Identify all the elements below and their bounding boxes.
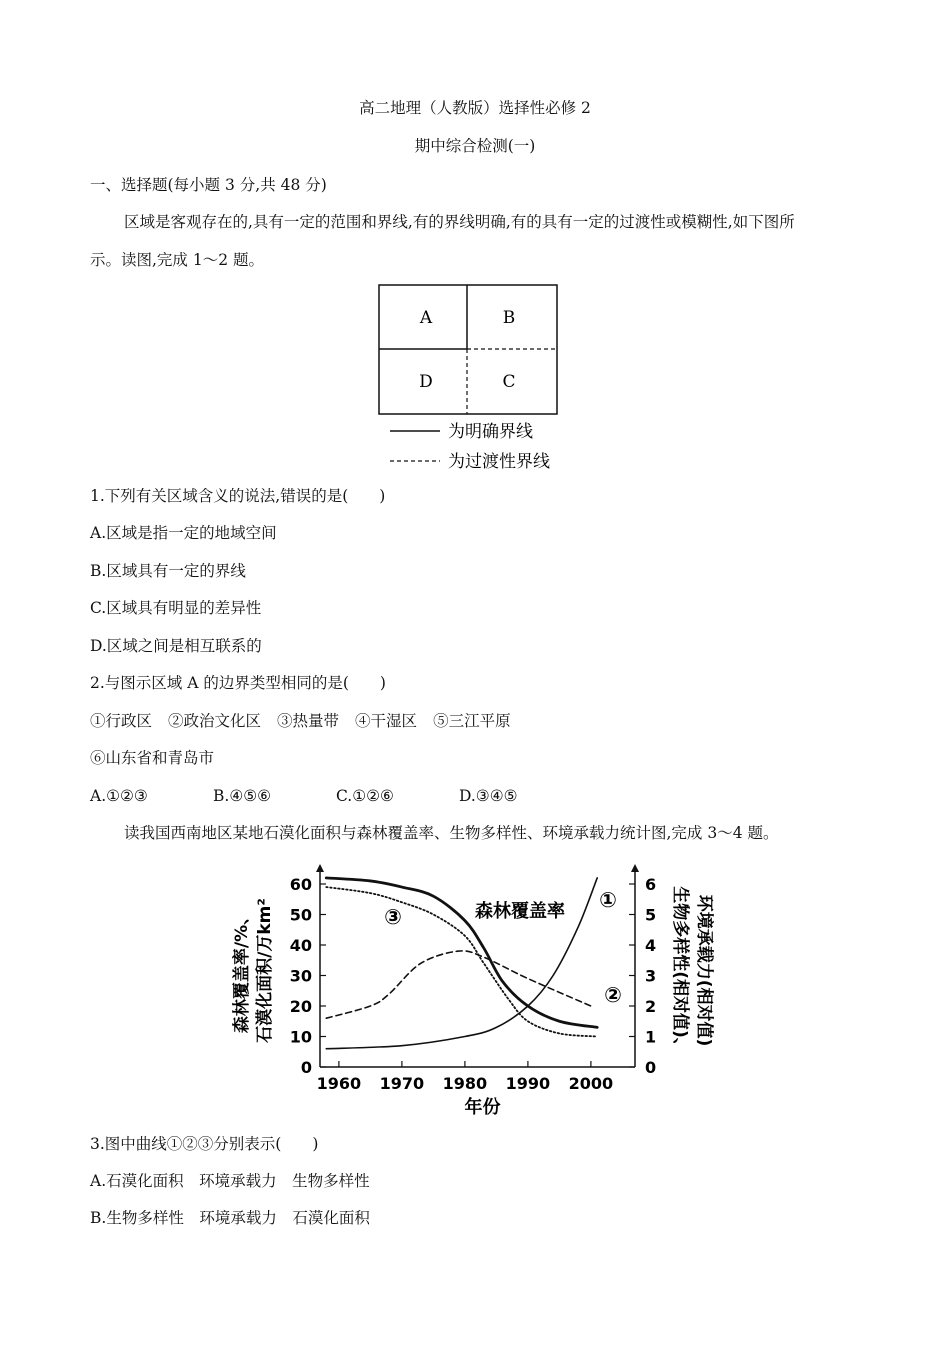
x-axis-label: 年份 bbox=[464, 1097, 501, 1117]
y-axis-left-arrow bbox=[316, 864, 324, 872]
q2-items bbox=[90, 711, 527, 731]
q2-item: ①行政区 bbox=[90, 712, 153, 730]
q2-item-6: ⑥山东省和青岛市 bbox=[90, 749, 215, 767]
y-axis-right-arrow bbox=[631, 864, 639, 872]
y-axis-label-left-line1: 森林覆盖率/%、 bbox=[232, 907, 252, 1034]
y-tick-label-right: 6 bbox=[645, 875, 657, 894]
x-tick-label: 2000 bbox=[568, 1074, 614, 1093]
q2-option-c: C.①②⑥ bbox=[336, 787, 394, 805]
legend-dashed-label: 为过渡性界线 bbox=[448, 452, 550, 472]
series-label-1: 森林覆盖率 bbox=[475, 901, 565, 922]
q2-item: ③热量带 bbox=[277, 712, 340, 730]
series-line-3 bbox=[326, 951, 591, 1018]
chart-intro: 读我国西南地区某地石漠化面积与森林覆盖率、生物多样性、环境承载力统计图,完成 3～4 题。 bbox=[124, 824, 779, 842]
x-tick-label: 1980 bbox=[442, 1074, 488, 1093]
y-tick-label-left: 50 bbox=[289, 905, 312, 925]
y-tick-label-right: 4 bbox=[645, 936, 657, 955]
q2-option-b: B.④⑤⑥ bbox=[213, 787, 272, 805]
y-axis-label-left-line2: 石漠化面积/万km² bbox=[255, 898, 275, 1043]
y-tick-label-left: 40 bbox=[289, 936, 312, 955]
y-axis-label-right-line2: 环境承载力(相对值) bbox=[694, 894, 714, 1047]
page-title: 高二地理（人教版）选择性必修 2 bbox=[359, 99, 591, 117]
y-tick-label-right: 5 bbox=[645, 905, 657, 925]
y-tick-label-left: 20 bbox=[289, 997, 312, 1016]
series-label-3: ② bbox=[604, 983, 622, 1007]
series-label-2: ① bbox=[599, 888, 617, 912]
legend-solid-label: 为明确界线 bbox=[448, 422, 533, 442]
intro-line-2: 示。读图,完成 1～2 题。 bbox=[90, 251, 265, 269]
q1-option-d: D.区域之间是相互联系的 bbox=[90, 637, 262, 655]
region-cell-a: A bbox=[419, 308, 433, 328]
x-tick-label: 1990 bbox=[505, 1074, 551, 1093]
q2-item: ⑤三江平原 bbox=[433, 712, 511, 730]
y-tick-label-left: 10 bbox=[289, 1027, 312, 1047]
y-tick-label-right: 3 bbox=[645, 966, 657, 986]
region-diagram bbox=[360, 280, 600, 480]
series-label-4: ③ bbox=[384, 905, 402, 929]
region-cell-c: C bbox=[502, 372, 516, 392]
y-tick-label-right: 2 bbox=[645, 997, 657, 1016]
y-tick-label-left: 60 bbox=[289, 875, 312, 894]
y-tick-label-right: 1 bbox=[645, 1027, 657, 1047]
q2-item: ②政治文化区 bbox=[168, 712, 262, 730]
q2-option-d: D.③④⑤ bbox=[459, 787, 518, 805]
y-tick-label-right: 0 bbox=[645, 1058, 657, 1077]
y-axis-label-right-line1: 生物多样性(相对值)、 bbox=[670, 886, 690, 1055]
x-tick-label: 1960 bbox=[316, 1074, 362, 1093]
q1-option-b: B.区域具有一定的界线 bbox=[90, 562, 246, 580]
q3-option-b: B.生物多样性 环境承载力 石漠化面积 bbox=[90, 1209, 370, 1227]
x-tick-label: 1970 bbox=[379, 1074, 425, 1093]
q2-stem: 2.与图示区域 A 的边界类型相同的是( ) bbox=[90, 674, 386, 692]
q2-option-a: A.①②③ bbox=[90, 787, 148, 805]
line-chart bbox=[225, 862, 730, 1117]
q1-option-a: A.区域是指一定的地域空间 bbox=[90, 524, 277, 542]
q2-item: ④干湿区 bbox=[355, 712, 418, 730]
q1-stem: 1.下列有关区域含义的说法,错误的是( ) bbox=[90, 487, 386, 505]
q3-option-a: A.石漠化面积 环境承载力 生物多样性 bbox=[90, 1172, 370, 1190]
q2-options bbox=[90, 786, 582, 806]
q3-stem: 3.图中曲线①②③分别表示( ) bbox=[90, 1135, 319, 1153]
region-cell-b: B bbox=[502, 308, 516, 328]
section-heading: 一、选择题(每小题 3 分,共 48 分) bbox=[90, 176, 327, 194]
y-tick-label-left: 0 bbox=[300, 1058, 312, 1077]
q1-option-c: C.区域具有明显的差异性 bbox=[90, 599, 262, 617]
intro-line-1: 区域是客观存在的,具有一定的范围和界线,有的界线明确,有的具有一定的过渡性或模糊性,如下图所 bbox=[124, 213, 795, 231]
region-cell-d: D bbox=[419, 372, 433, 392]
y-tick-label-left: 30 bbox=[289, 966, 312, 986]
page-subtitle: 期中综合检测(一) bbox=[414, 137, 536, 155]
